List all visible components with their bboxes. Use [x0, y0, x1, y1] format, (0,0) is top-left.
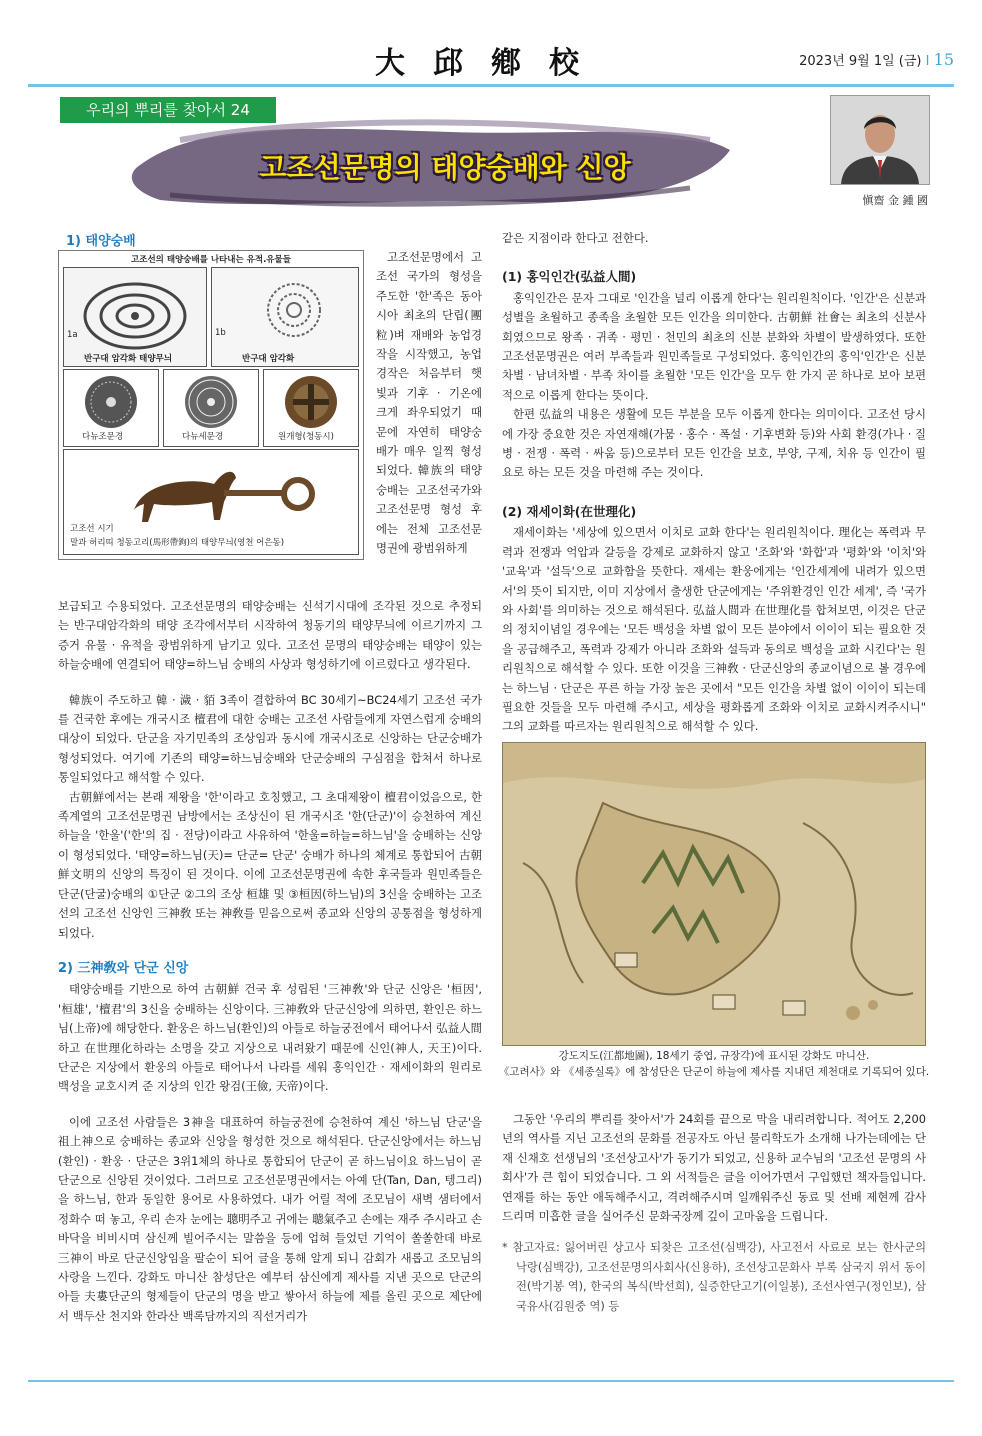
panel-b-number: 1b — [215, 328, 226, 338]
map-caption — [494, 1048, 934, 1080]
paragraph-three-gods: 태양숭배를 기반으로 하여 古朝鮮 건국 후 성립된 '三神敎'와 단군 신앙은 '桓因', '桓雄', '檀君'의 3신을 숭배하는 신앙이다. 三神敎와 단군신앙에 의하면, 환인은 하느님(上帝)에 해당한다. 환웅은 하느님(환인)의 아들로 하늘궁전에서 태어나서 弘益人間하고 在世理化하라는 소명을 갖고 지상으로 내려왔기 때문에 신인(神人, 天王)이다. 단군은 지상에서 환웅의 아들로 태어나서 나라를 세워 홍익인간 · 재세이화의 원리로 백성을 교호시켜 준 지상의 인간 왕검(王儉, 天帝)이다. — [58, 982, 482, 1094]
petroglyph-panel-b — [211, 267, 359, 367]
masthead-title: 大邱鄕校 — [375, 46, 607, 81]
author-photo — [830, 95, 930, 185]
paragraph-continued: 같은 지점이라 한다고 전한다. — [502, 231, 649, 245]
paragraph-dangun-worship: 韓族이 주도하고 韓 · 濊 · 貊 3족이 결합하여 BC 30세기~BC24세기 고조선 국가를 건국한 후에는 개국시조 檀君에 대한 숭배는 고조선 사람들에게 자연스럽게 숭배의 대상이 되었다. 단군을 자기민족의 조상임과 동시에 개국시조로 신앙하는 단군숭배가 형성되었다. 여기에 기존의 태양=하느님숭배와 단군숭배의 구심점을 합쳐서 하나로 통일되었다고 해석할 수 있다. — [58, 692, 482, 785]
bottom-rule — [28, 1380, 954, 1382]
paragraph-hongik-2: 한편 弘益의 내용은 생활에 모든 부분을 모두 이롭게 한다는 의미이다. 고조선 당시에 가장 중요한 것은 자연재해(가뭄 · 홍수 · 폭설 · 기후변화 등)와 사회 환경(가나 · 질병 · 전쟁 · 폭력 · 싸움 등)으로부터 모든 인간을 보호, 부양, 구제, 치유 등 인간이 필요로 하는 모든 것을 마련해 주는 것이다. — [502, 407, 926, 480]
portrait-illustration — [831, 96, 929, 184]
mirror-1-caption: 다뉴조문경 — [82, 432, 124, 442]
left-text-beside-figure — [376, 248, 482, 559]
paragraph-jaese: 재세이화는 '세상에 있으면서 이치로 교화 한다'는 원리원칙이다. 理化는 폭력과 무력과 전쟁과 억압과 갈등을 강제로 교화하지 않고 '조화'와 '화합'과 '평화'와 '이치'와 '교육'과 '설득'으로 교화함을 뜻한다. 재세는 환웅에게는 '인간세계에 내려가 있으면서'의 뜻이 되지만, 이미 지상에서 출생한 단군에게는 '주위환경인 인간 세계', 즉 '국가와 사회'를 의미하는 것으로 해석된다. 弘益人間과 在世理化를 합쳐보면, 이것은 단군의 정치이념일 경우에는 '모든 백성을 차별 없이 모든 분야에서 이이이 되는 필요한 것을 공급해주고, 폭력과 강제가 아니라 조화와 설득과 동의로 백성을 교화 시킨다'는 원리원칙으로 해석할 수 있다. 또한 이것을 三神敎 · 단군신앙의 종교이념으로 볼 경우에는 하느님 · 단군은 푸른 하늘 가장 높은 곳에서 "모든 인간을 차별 없이 이이이 되는데 필요한 것들을 모두 마련해 주시고, 세상을 평화롭게 조화와 이치로 교화시켜주시니" 그의 교화를 따르자는 원리원칙으로 해석할 수 있다. — [502, 525, 926, 734]
paragraph-samsin-faith: 이에 고조선 사람들은 3神을 대표하여 하늘궁전에 승천하여 계신 '하느님 단군'을 祖上神으로 숭배하는 종교와 신앙을 형성한 것으로 해석된다. 단군신앙에서는 하느님(환인) · 환웅 · 단군은 3위1체의 하나로 통합되어 단군이 곧 하느님이요 하느님이 곧 단군으로 신앙된 것이었다. 그러므로 고조선문명권에서는 아예 단(Tan, Dan, 텡그리)을 하느님, 한과 동일한 용어로 사용하였다. 내가 어릴 적에 조모님이 새벽 샘터에서 정화수 떠 놓고, 우리 손자 눈에는 聰明주고 귀에는 聰氣주고 손에는 재주 주시라고 손바닥을 비비시며 삼신께 빌어주시는 말씀을 등에 업혀 들었던 기억이 쏠쏠한데 바로 三神이 바로 단군신앙임을 팔순이 되어 글을 통해 알게 되니 감회가 새롭고 조모님의 사랑을 느낀다. 강화도 마니산 참성단은 예부터 삼신에게 제사를 지낸 곳으로 단군의 아들 夫婁단군의 형제들이 단군의 명을 받고 쌓아서 하늘에 제를 올린 곳으로 제단에서 백두산 천지와 한라산 백록담까지의 직선거리가 — [58, 1114, 482, 1323]
horse-buckle-panel — [63, 449, 359, 555]
map-caption-line-1: 강도지도(江都地圖), 18세기 중엽, 규장각)에 표시된 강화도 마니산. — [558, 1050, 870, 1062]
left-column-text — [58, 597, 482, 1326]
horse-caption-1: 고조선 시기 — [70, 524, 114, 534]
paragraph-hongik: 홍익인간은 문자 그대로 '인간을 널리 이롭게 한다'는 원리원칙이다. '인간'은 신분과 성별을 초월하고 종족을 초월한 모든 인간을 의미한다. 古朝鮮 社會는 최초의 신분사회였으므로 왕족 · 귀족 · 평민 · 천민의 최초의 신분 분화와 차별이 발생하였다. 또한 고조선문명권은 여러 부족들과 원민족들로 구성되었다. 홍익인간의 홍익'인간'은 신분차별 · 남녀차별 · 부족 차이를 초월한 '모든 인간'을 모두 한 가지 곧 하나로 보아 보편적으로 이롭게 한다는 뜻이다. — [502, 290, 926, 402]
paragraph-intro-narrow: 고조선문명에서 고조선 국가의 형성을 주도한 '한'족은 동아시아 최초의 단립(團粒)벼 재배와 농업경작을 시작했고, 농업경작은 처음부터 햇빛과 기후 · 기온에 크게 좌우되었기 때문에 자연히 태양숭배가 매우 일찍 형성되었다. 韓族의 태양숭배는 고조선국가와 고조선문명 형성 후에는 전체 고조선문명권에 광범위하게 — [376, 250, 482, 556]
references-footnote: * 참고자료: 잃어버린 상고사 되찾은 고조선(심백강), 사고전서 사료로 보는 한사군의 낙랑(심백강), 고조선문명의사회사(신용하), 조선상고문화사 부록 삼국지 위서 동이전(박기봉 역), 한국의 복식(박선희), 실증한단고기(이일봉), 조선사연구(정인보), 삼국유사(김원중 역) 등 — [502, 1241, 926, 1313]
horse-caption-2: 말과 허리띠 청동고리(馬形帶鉤)의 태양무늬(영천 어은동) — [70, 538, 285, 548]
panel-a-caption: 반구대 암각화 태양무늬 — [84, 354, 173, 364]
dateline — [799, 50, 954, 69]
panel-a-number: 1a — [67, 330, 78, 340]
bronze-disc-caption: 원개형(청동시) — [278, 432, 334, 442]
bronze-disc-panel — [263, 369, 359, 447]
ganghwa-map-image — [502, 742, 926, 1046]
subsection-hongik-heading: (1) 홍익인간(弘益人間) — [502, 269, 637, 285]
horse-buckle-drawing — [64, 450, 358, 530]
series-label: 우리의 뿌리를 찾아서 24 — [60, 97, 276, 123]
mirror-1-drawing — [64, 370, 158, 430]
petroglyph-panel-a — [63, 267, 207, 367]
section-1-heading: 1) 태양숭배 — [66, 234, 136, 249]
author-byline: 愼齋 金 鍾 國 — [862, 194, 928, 207]
figure-title: 고조선의 태양숭배를 나타내는 유적.유물들 — [131, 255, 291, 265]
bronze-disc-drawing — [264, 370, 358, 430]
paragraph-closing: 그동안 '우리의 뿌리를 찾아서'가 24회를 끝으로 막을 내리려합니다. 적어도 2,200년의 역사를 지닌 고조선의 문화를 전공자도 아닌 물리학도가 소개해 나가는데에는 단재 신채호 선생님의 '조선상고사'가 동기가 되었고, 신용하 교수님의 '고조선 문명의 사회사'가 큰 힘이 되었습니다. 그 외 서적들은 글을 이어가면서 구입했던 책자들입니다. 연재를 하는 동안 애독해주시고, 격려해주시며 일깨워주신 동료 및 선배 제현께 감사드리며 미흡한 글을 실어주신 문화국장께 깊이 고마움을 드립니다. — [502, 1112, 926, 1224]
subsection-jaese-heading: (2) 재세이화(在世理化) — [502, 503, 637, 519]
mirror-1-panel — [63, 369, 159, 447]
panel-b-caption: 반구대 암각화 — [242, 354, 295, 364]
issue-date: 2023년 9월 1일 (금) — [799, 54, 922, 69]
mirror-2-panel — [163, 369, 259, 447]
paragraph-han-heaven: 古朝鮮에서는 본래 제왕을 '한'이라고 호칭했고, 그 초대제왕이 檀君이었음으로, 한족계열의 고조선문명권 남방에서는 조상신이 된 개국시조 '한(단군)'이 승천하여 계신 하늘을 '한울'('한'의 집 · 전당)이라고 사유하여 '한울=하늘=하느님'을 숭배하는 신앙이 형성되었다. '태양=하느님(天)= 단군= 단군' 숭배가 하나의 체계로 통합되어 古朝鮮文明의 신앙의 특징이 된 것이다. 이에 고조선문명권에 속한 후국들과 원민족들은 단군(단굴)숭배의 ①단군 ②그의 조상 桓雄 및 ③桓因(하느님)의 3신을 숭배하는 고조선의 고조선 신앙인 三神敎 또는 神敎를 믿음으로써 종교와 신앙의 공통점을 형성하게 되었다. — [58, 789, 482, 940]
mirror-2-drawing — [164, 370, 258, 430]
top-rule — [28, 84, 954, 87]
headline: 고조선문명의 태양숭배와 신앙 — [259, 151, 631, 184]
mirror-2-caption: 다뉴세문경 — [182, 432, 224, 442]
map-illustration — [503, 743, 925, 1045]
sun-worship-artifacts-figure — [58, 250, 364, 560]
right-column-text — [502, 229, 926, 737]
paragraph-intro-cont: 보급되고 수용되었다. 고조선문명의 태양숭배는 신석기시대에 조각된 것으로 추정되는 반구대암각화의 태양 조각에서부터 시작하여 청동기의 태양무늬에 이르기까지 그 증거 유물 · 유적을 광범위하게 남기고 있다. 고조선 문명의 태양숭배는 태양이 있는 하늘숭배에 연결되어 태양=하느님 숭배의 사상과 형성하기에 이르렀다고 생각된다. — [58, 599, 482, 672]
map-caption-line-2: 《고려사》와 《세종실록》에 참성단은 단군이 하늘에 제사를 지내던 제천대로 기록되어 있다. — [498, 1066, 930, 1078]
separator: I — [925, 54, 930, 69]
page-number: 15 — [933, 50, 954, 69]
section-2-heading: 2) 三神敎와 단군 신앙 — [58, 960, 189, 976]
closing-text — [502, 1110, 926, 1316]
